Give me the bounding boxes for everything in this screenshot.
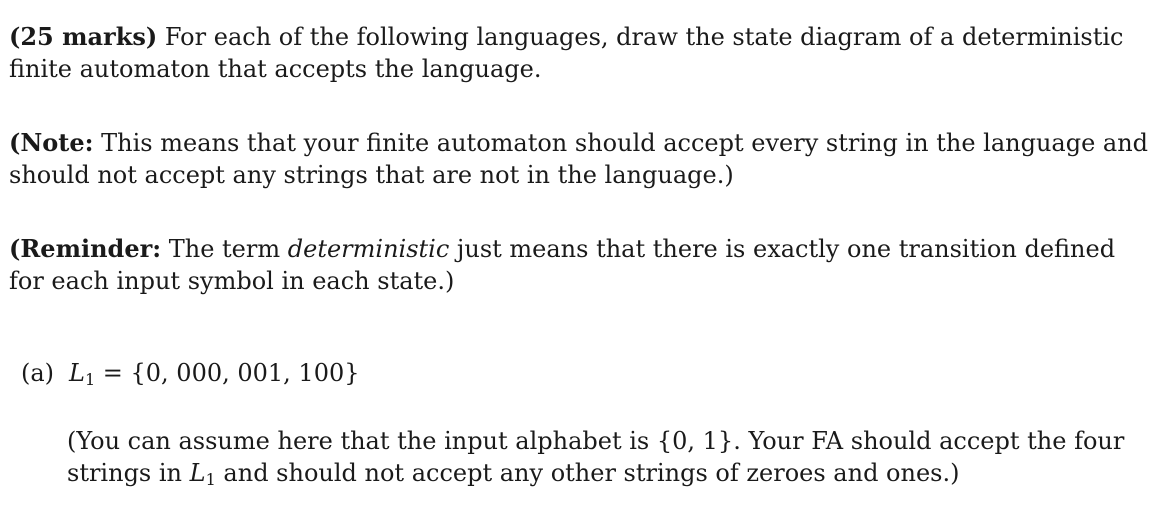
note-paragraph xyxy=(9,127,1148,191)
note-line-2: should not accept any strings that are not in the language.) xyxy=(9,161,734,189)
question-intro-line-2: finite automaton that accepts the language. xyxy=(9,55,542,83)
note-language-subscript: 1 xyxy=(205,470,216,489)
part-a-label: (a) xyxy=(21,359,55,387)
question-intro-line-1 xyxy=(9,21,1123,53)
reminder-text-1: just means that there is exactly one transition defined xyxy=(456,235,1116,263)
part-a-statement xyxy=(21,357,360,396)
reminder-pre: The term xyxy=(168,235,281,263)
note-language-name: L xyxy=(189,459,206,487)
note-label: (Note: xyxy=(9,128,94,157)
note-line2-pre: strings in xyxy=(67,459,183,487)
marks-label: (25 marks) xyxy=(9,22,158,51)
note-text-1: This means that your finite automaton should accept every string in the language and xyxy=(101,129,1149,157)
part-a-note xyxy=(67,425,1124,496)
part-a-note-line-2 xyxy=(67,457,1124,496)
part-a-note-line-1: (You can assume here that the input alphabet is {0, 1}. Your FA should accept the four xyxy=(67,427,1125,455)
reminder-line-2: for each input symbol in each state.) xyxy=(9,267,455,295)
note-line-1 xyxy=(9,127,1148,159)
language-name: L xyxy=(69,359,85,387)
reminder-term: deterministic xyxy=(287,235,450,263)
note-line2-post: and should not accept any other strings of zeroes and ones.) xyxy=(223,459,960,487)
reminder-line-1 xyxy=(9,233,1115,265)
question-intro xyxy=(9,21,1123,85)
reminder-paragraph xyxy=(9,233,1115,297)
language-definition: = {0, 000, 001, 100} xyxy=(102,359,360,387)
language-subscript: 1 xyxy=(84,370,96,389)
intro-text-1: For each of the following languages, draw the state diagram of a deterministic xyxy=(164,23,1124,51)
reminder-label: (Reminder: xyxy=(9,234,162,263)
